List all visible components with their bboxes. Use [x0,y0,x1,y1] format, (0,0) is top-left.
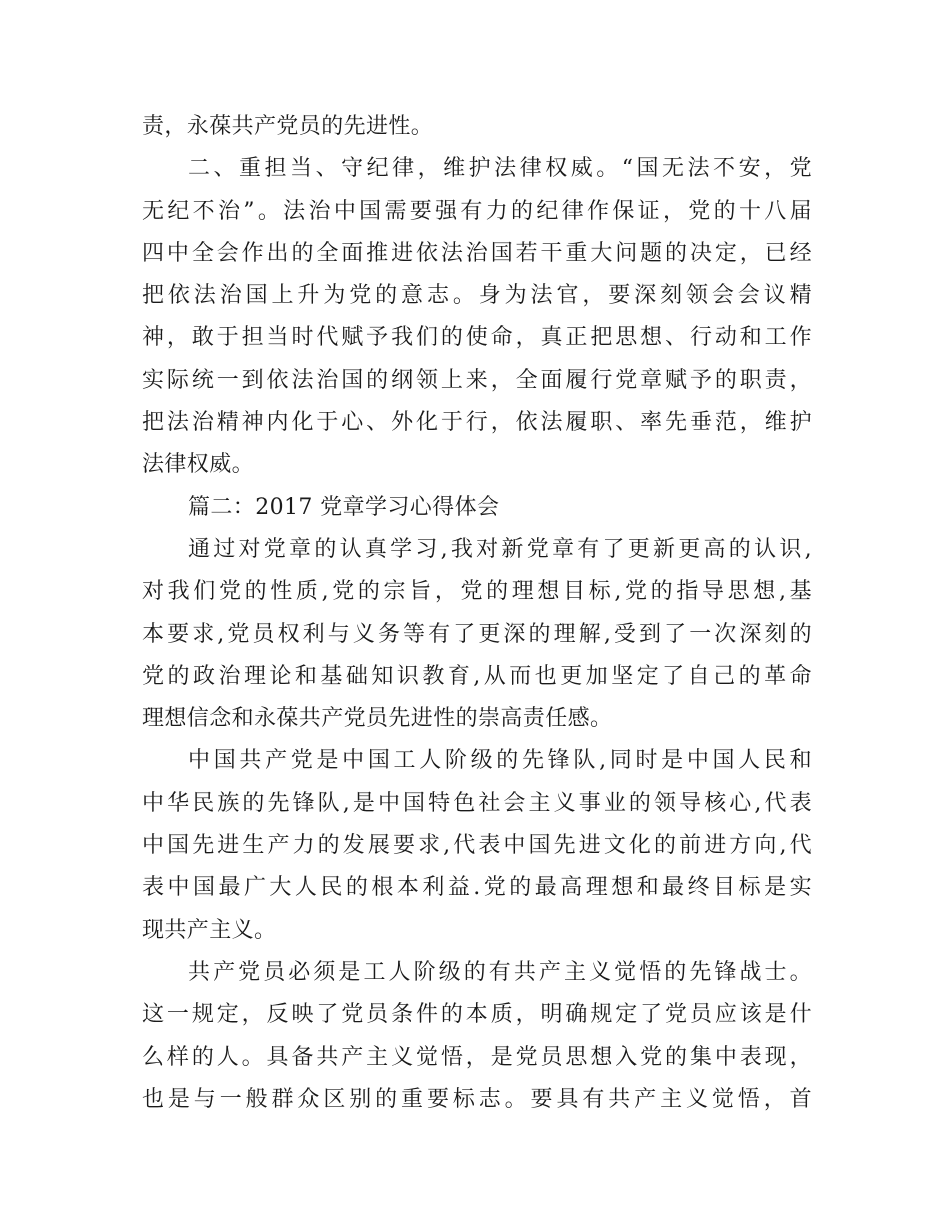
text-line: 实际统一到依法治国的纲领上来，全面履行党章赋予的职责， [142,367,812,393]
text-line: 对我们党的性质,党的宗旨，党的理想目标,党的指导思想,基 [142,579,812,605]
text-line: 也是与一般群众区别的重要标志。要具有共产主义觉悟，首 [142,1086,812,1112]
document-page [142,106,812,1121]
text-line: 共产党员必须是工人阶级的有共产主义觉悟的先锋战士。 [188,959,812,985]
text-line: 责，永葆共产党员的先进性。 [142,114,434,139]
text-line: 把依法治国上升为党的意志。身为法官，要深刻领会会议精 [142,283,812,309]
text-line: 党的政治理论和基础知识教育,从而也更加坚定了自己的革命 [142,663,812,689]
text-line: 这一规定，反映了党员条件的本质，明确规定了党员应该是什 [142,1002,812,1028]
text-line: 中国共产党是中国工人阶级的先锋队,同时是中国人民和 [188,748,812,774]
section-heading: 篇二：2017 党章学习心得体会 [188,494,500,520]
text-line: 法律权威。 [142,452,255,478]
text-line: 无纪不治”。法治中国需要强有力的纪律作保证，党的十八届 [142,198,812,224]
text-line: 通过对党章的认真学习,我对新党章有了更新更高的认识, [188,536,812,562]
text-line: 表中国最广大人民的根本利益.党的最高理想和最终目标是实 [142,875,812,901]
text-line: 二、重担当、守纪律，维护法律权威。“国无法不安，党 [188,156,812,182]
text-line: 四中全会作出的全面推进依法治国若干重大问题的决定，已经 [142,240,812,266]
text-line: 么样的人。具备共产主义觉悟，是党员思想入党的集中表现， [142,1044,812,1070]
text-line: 本要求,党员权利与义务等有了更深的理解,受到了一次深刻的 [142,621,812,647]
text-line: 理想信念和永葆共产党员先进性的崇高责任感。 [142,706,613,732]
text-line: 中华民族的先锋队,是中国特色社会主义事业的领导核心,代表 [142,790,812,816]
text-line: 中国先进生产力的发展要求,代表中国先进文化的前进方向,代 [142,833,812,859]
text-line: 把法治精神内化于心、外化于行，依法履职、率先垂范，维护 [142,410,812,436]
text-line: 现共产主义。 [142,917,277,943]
text-line: 神，敢于担当时代赋予我们的使命，真正把思想、行动和工作 [142,325,812,351]
